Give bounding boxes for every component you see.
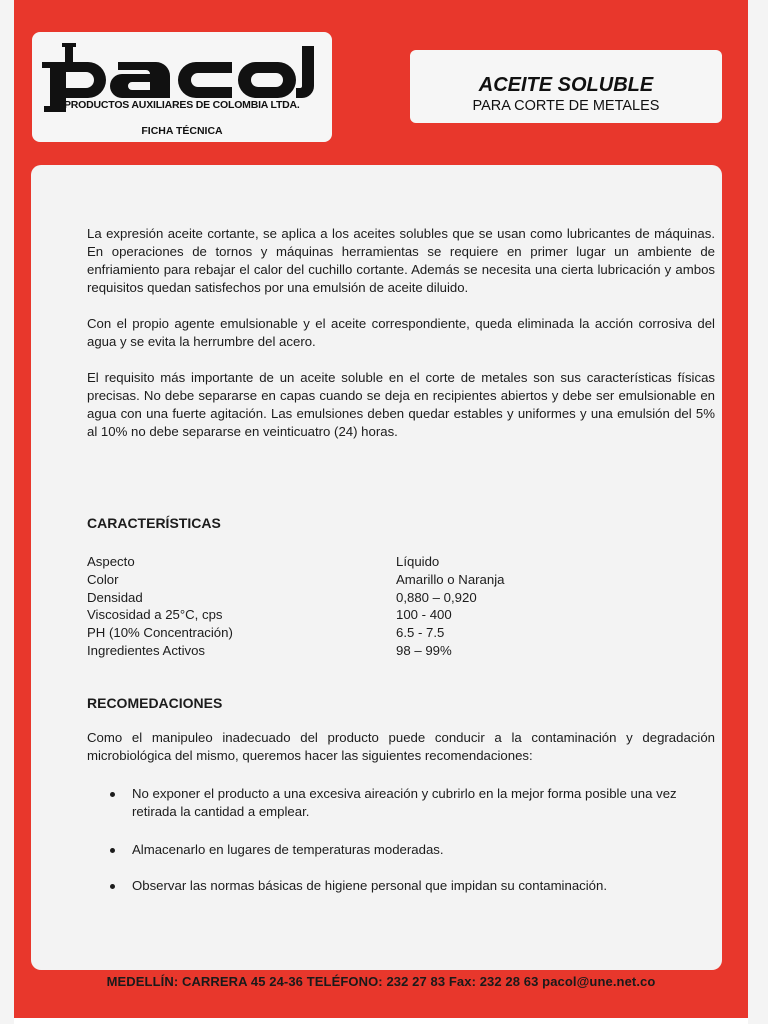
list-item-text: Almacenarlo en lugares de temperaturas moderadas. bbox=[132, 842, 444, 857]
company-name: PRODUCTOS AUXILIARES DE COLOMBIA LTDA. bbox=[64, 99, 300, 111]
recommendations-heading: RECOMEDACIONES bbox=[87, 695, 223, 711]
intro-paragraph-3: El requisito más importante de un aceite soluble en el corte de metales son sus características físicas precisas. No debe separarse en capas cuando se deja en recipientes abiertos y debe ser emulsionable en agua con una fuerte agitación. Las emulsiones deben quedar estables y uniformes y una emulsión del 5% al 10% no debe separarse en veinticuatro (24) horas. bbox=[87, 370, 715, 439]
intro-paragraph-1: La expresión aceite cortante, se aplica a los aceites solubles que se usan como lubricantes de máquinas. En operaciones de tornos y máquinas herramientas se requiere en primer lugar un ambiente de enfriamiento para rebajar el calor del cuchillo cortante. Además se necesita una cierta lubricación y ambos requisitos quedan satisfechos por una emulsión de aceite diluido. bbox=[87, 226, 715, 295]
characteristics-heading: CARACTERÍSTICAS bbox=[87, 515, 221, 531]
intro-paragraph-2: Con el propio agente emulsionable y el aceite correspondiente, queda eliminada la acción corrosiva del agua y se evita la herrumbre del acero. bbox=[87, 316, 715, 349]
bullet-icon bbox=[110, 792, 115, 797]
spec-value: 100 - 400 bbox=[396, 607, 452, 623]
list-item bbox=[105, 877, 717, 895]
spec-value: Amarillo o Naranja bbox=[396, 571, 505, 587]
recommendations-list bbox=[105, 785, 717, 895]
bullet-icon bbox=[110, 884, 115, 889]
product-subtitle: PARA CORTE DE METALES bbox=[472, 98, 660, 114]
characteristics-table bbox=[87, 553, 587, 660]
spec-label: Ingredientes Activos bbox=[87, 642, 206, 658]
bullet-icon bbox=[110, 848, 115, 853]
spec-value: 98 – 99% bbox=[396, 642, 452, 658]
spec-label: Color bbox=[87, 571, 119, 587]
spec-row bbox=[87, 553, 587, 571]
spec-value: Líquido bbox=[396, 554, 440, 569]
product-title: ACEITE SOLUBLE bbox=[478, 74, 654, 96]
spec-row bbox=[87, 589, 587, 607]
product-title-panel bbox=[410, 50, 722, 123]
list-item bbox=[105, 841, 717, 859]
page-margin-left bbox=[0, 0, 14, 1024]
spec-row bbox=[87, 606, 587, 624]
list-item-text: Observar las normas básicas de higiene personal que impidan su contaminación. bbox=[132, 878, 608, 893]
content-panel bbox=[31, 165, 722, 970]
spec-value: 6.5 - 7.5 bbox=[396, 625, 445, 641]
spec-label: PH (10% Concentración) bbox=[87, 625, 233, 641]
spec-label: Densidad bbox=[87, 589, 143, 605]
list-item-text: No exponer el producto a una excesiva aireación y cubrirlo en la mejor forma posible una vez retirada la cantidad a emplear. bbox=[132, 786, 677, 819]
spec-row bbox=[87, 642, 587, 660]
document-type: FICHA TÉCNICA bbox=[141, 125, 223, 137]
footer-contact: MEDELLÍN: CARRERA 45 24-36 TELÉFONO: 232 27 83 Fax: 232 28 63 pacol@une.net.co bbox=[106, 974, 656, 989]
recommendations-intro: Como el manipuleo inadecuado del producto puede conducir a la contaminación y degradación microbiológica del mismo, queremos hacer las siguientes recomendaciones: bbox=[87, 730, 715, 763]
spec-label: Viscosidad a 25°C, cps bbox=[87, 607, 223, 623]
list-item bbox=[105, 785, 717, 821]
spec-row bbox=[87, 571, 587, 589]
spec-label: Aspecto bbox=[87, 554, 135, 569]
page-margin-right bbox=[748, 0, 768, 1024]
spec-row bbox=[87, 624, 587, 642]
spec-value: 0,880 – 0,920 bbox=[396, 589, 477, 605]
logo-panel bbox=[32, 32, 332, 142]
